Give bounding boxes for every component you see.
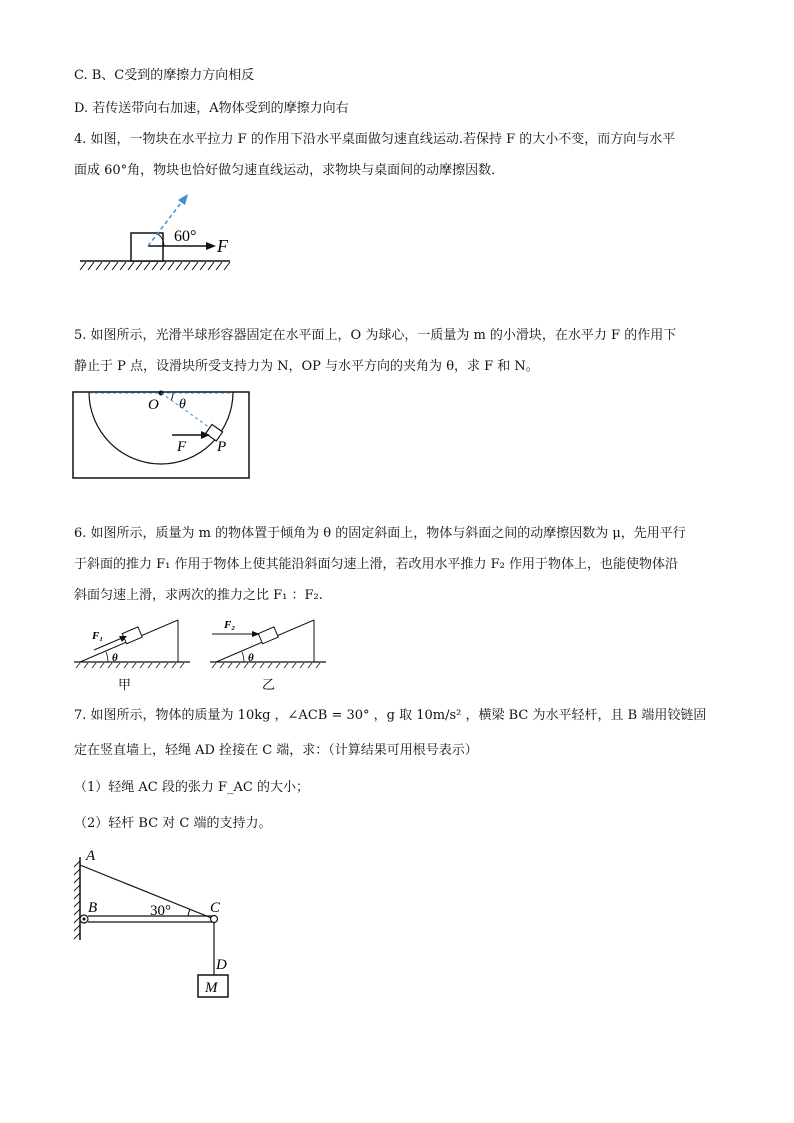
q5-text-line1: 5. 如图所示，光滑半球形容器固定在水平面上，O 为球心，一质量为 m 的小滑块，在水平力 F 的作用下 xyxy=(74,328,677,343)
q6-right-caption: 乙 xyxy=(262,677,276,692)
q5-figure xyxy=(72,388,252,482)
q4-angle-label: 60° xyxy=(174,228,197,245)
q5-label-theta: θ xyxy=(179,397,186,412)
q6-right-theta-label: θ xyxy=(248,652,254,664)
q4-text-line2: 面成 60°角，物块也恰好做匀速直线运动，求物块与桌面间的动摩擦因数． xyxy=(74,163,505,178)
q6-left-force-label: F₁ xyxy=(92,630,104,642)
q7-text-line2: 定在竖直墙上，轻绳 AD 拴接在 C 端，求：（计算结果可用根号表示） xyxy=(74,743,478,758)
q6-text-line1: 6. 如图所示，质量为 m 的物体置于倾角为 θ 的固定斜面上，物体与斜面之间的动摩擦因数为 μ，先用平行 xyxy=(74,526,686,541)
q5-text-line2: 静止于 P 点，设滑块所受支持力为 N，OP 与水平方向的夹角为 θ，求 F 和 N。 xyxy=(74,359,539,374)
q7-figure xyxy=(70,845,240,1005)
q6-right-force-label: F₂ xyxy=(224,619,236,631)
q7-angle-label: 30° xyxy=(150,903,171,919)
q7-subquestion-1: （1）轻绳 AC 段的张力 F_AC 的大小； xyxy=(74,780,309,795)
q6-left-theta-label: θ xyxy=(112,652,118,664)
q3-option-c: C. B、C受到的摩擦力方向相反 xyxy=(74,68,255,83)
q5-label-o: O xyxy=(148,397,159,413)
q7-label-c: C xyxy=(210,900,221,916)
q7-label-a: A xyxy=(86,848,96,864)
q4-figure xyxy=(76,190,236,272)
q4-force-label: F xyxy=(217,236,228,256)
q7-text-line1: 7. 如图所示，物体的质量为 10kg ，∠ACB = 30° ，g 取 10m/s² ，横梁 BC 为水平轻杆，且 B 端用铰链固 xyxy=(74,708,707,723)
q6-figure-left xyxy=(72,614,194,694)
q4-text-line1: 4. 如图，一物块在水平拉力 F 的作用下沿水平桌面做匀速直线运动.若保持 F 的大小不变，而方向与水平 xyxy=(74,132,676,147)
q5-label-f: F xyxy=(177,439,187,455)
q5-label-p: P xyxy=(217,439,227,455)
q7-label-m: M xyxy=(205,980,218,996)
q6-left-caption: 甲 xyxy=(118,677,132,692)
q7-subquestion-2: （2）轻杆 BC 对 C 端的支持力。 xyxy=(74,816,272,831)
q6-text-line2: 于斜面的推力 F₁ 作用于物体上使其能沿斜面匀速上滑，若改用水平推力 F₂ 作用于物体上，也能使物体沿 xyxy=(74,557,678,572)
q6-figure-right xyxy=(208,614,330,694)
q6-text-line3: 斜面匀速上滑，求两次的推力之比 F₁ ：F₂. xyxy=(74,588,323,603)
q7-label-b: B xyxy=(88,900,98,916)
q7-label-d: D xyxy=(216,957,227,973)
q3-option-d: D. 若传送带向右加速，A物体受到的摩擦力向右 xyxy=(74,101,349,116)
